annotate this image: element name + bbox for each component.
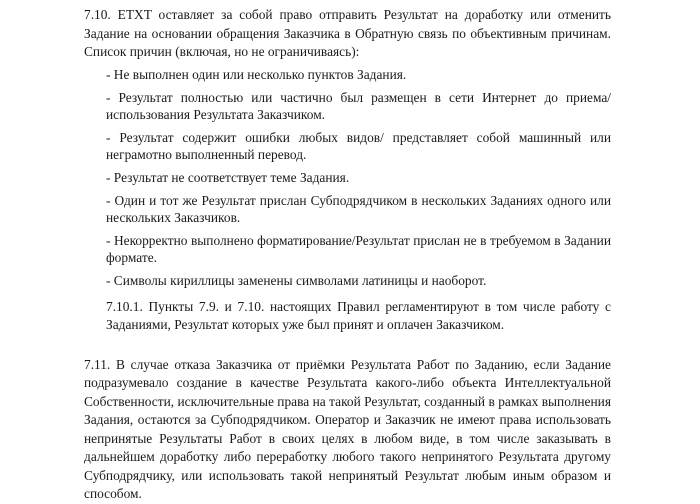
reason-item: - Некорректно выполнено форматирование/Результат прислан не в требуемом в Задании формате. bbox=[106, 232, 611, 265]
reason-item: - Не выполнен один или несколько пунктов Задания. bbox=[106, 66, 407, 82]
section-7-10-paragraph: 7.10. ETXT оставляет за собой право отправить Результат на доработку или отменить Задание на основании обращения Заказчика в Обратную связь по объективным причинам. Список причин (включая, но не ограничиваясь): bbox=[84, 7, 611, 59]
reason-item: - Результат содержит ошибки любых видов/ представляет собой машинный или неграмотно выполненный перевод. bbox=[106, 129, 611, 162]
reasons-list bbox=[106, 66, 611, 289]
reason-item: - Символы кириллицы заменены символами латиницы и наоборот. bbox=[106, 272, 487, 288]
section-7-10-1-paragraph: 7.10.1. Пункты 7.9. и 7.10. настоящих Правил регламентируют в том числе работу с Заданиями, Результат которых уже был принят и оплачен Заказчиком. bbox=[106, 298, 611, 332]
section-7-11-paragraph: 7.11. В случае отказа Заказчика от приёмки Результата Работ по Заданию, если Задание подразумевало создание в качестве Результата какого-либо объекта Интеллектуальной Собственности, исключительные права на такой Результат, созданный в рамках выполнения Задания, остаются за Субподрядчиком. Оператор и Заказчик не имеют права использовать непринятые Результаты Работ в своих целях в любом виде, в том числе заказывать в дальнейшем доработку либо переработку любого такого непринятого Результата другому Субподрядчику, или использовать такой непринятый Результат любым иным образом и способом. bbox=[84, 356, 611, 501]
reason-item: - Результат не соответствует теме Задания. bbox=[106, 169, 350, 185]
reason-item: - Результат полностью или частично был размещен в сети Интернет до приема/использования Результата Заказчиком. bbox=[106, 89, 611, 122]
document-page bbox=[84, 6, 611, 504]
reason-item: - Один и тот же Результат прислан Субподрядчиком в нескольких Заданиях одного или нескольких Заказчиков. bbox=[106, 192, 611, 225]
